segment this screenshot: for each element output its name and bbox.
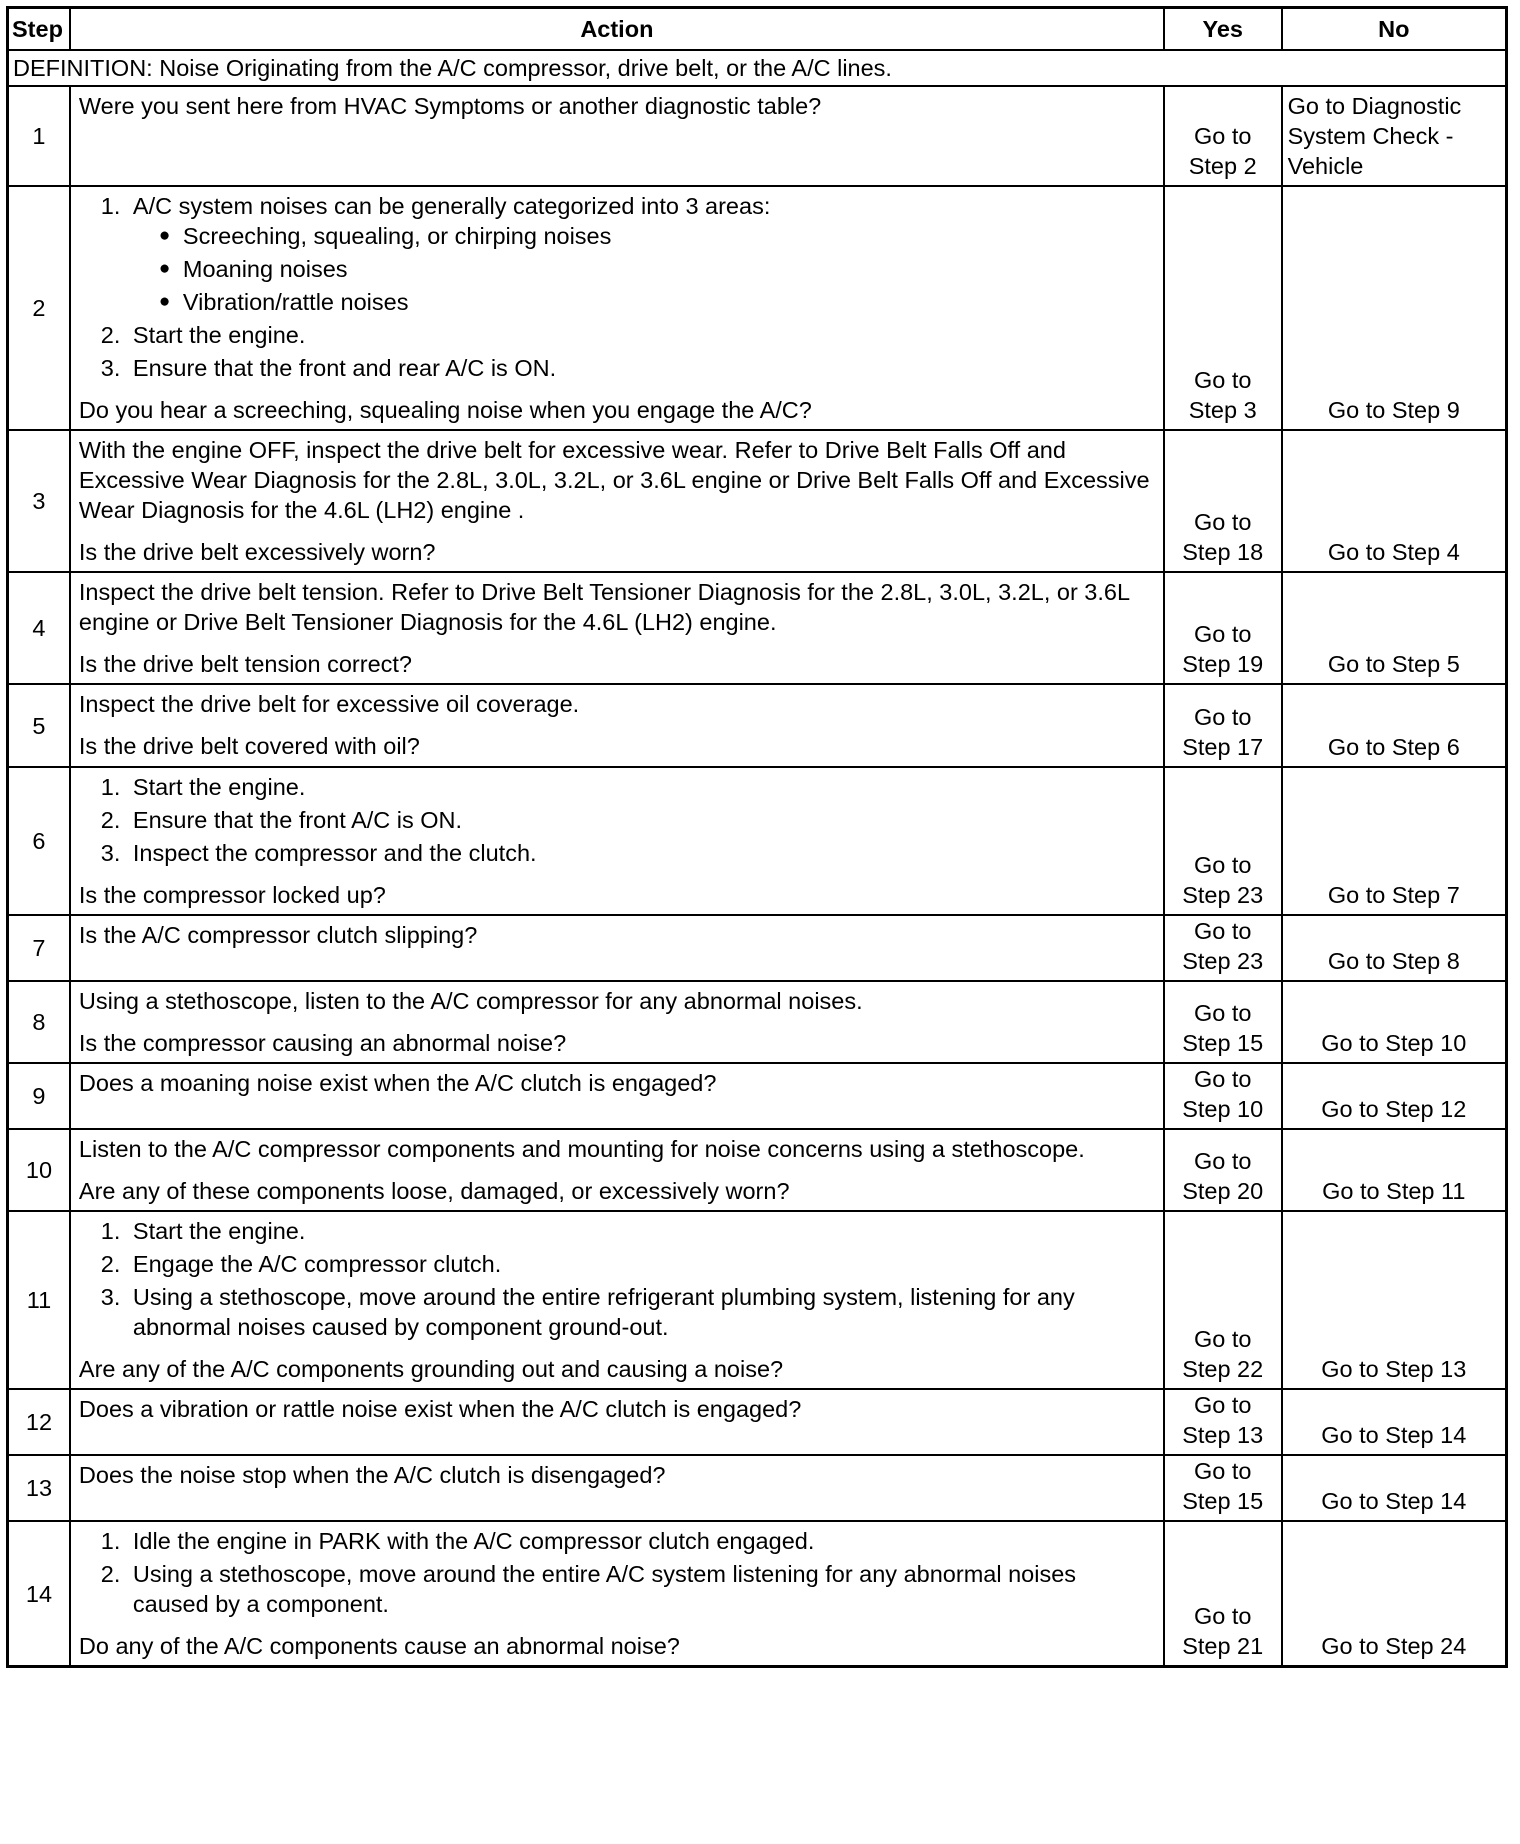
no-column-header: No (1282, 8, 1507, 51)
yes-cell (1164, 684, 1282, 767)
yes-line: Step 17 (1182, 734, 1264, 760)
action-text: Inspect the drive belt tension. Refer to Drive Belt Tensioner Diagnosis for the 2.8L, 3.0L, 3.2L, or 3.6L engine or Drive Belt Tensioner Diagnosis for the 4.6L (LH2) engine. (78, 579, 1130, 635)
yes-line: Go to (1193, 1458, 1252, 1484)
action-question: Is the compressor causing an abnormal noise? (78, 1030, 567, 1056)
yes-line: Step 20 (1182, 1178, 1264, 1204)
yes-cell (1164, 572, 1282, 684)
action-question: Are any of the A/C components grounding out and causing a noise? (78, 1356, 784, 1382)
yes-line: Go to (1193, 1392, 1252, 1418)
action-steps-list (79, 1526, 1155, 1619)
action-text: Were you sent here from HVAC Symptoms or another diagnostic table? (78, 93, 822, 119)
action-cell (70, 1063, 1164, 1129)
yes-line: Go to (1193, 1000, 1252, 1026)
action-question: Is the compressor locked up? (78, 882, 386, 908)
step-column-header: Step (8, 8, 70, 51)
table-row (8, 86, 1507, 186)
action-steps-list (79, 1216, 1155, 1342)
yes-cell (1164, 430, 1282, 572)
action-column-header: Action (70, 8, 1164, 51)
yes-line: Step 13 (1182, 1422, 1264, 1448)
yes-line: Go to (1193, 1603, 1252, 1629)
yes-cell (1164, 915, 1282, 981)
yes-line: Go to (1193, 123, 1252, 149)
yes-line: Step 23 (1182, 882, 1264, 908)
step-number: 12 (8, 1389, 70, 1455)
yes-line: Step 2 (1188, 153, 1257, 179)
no-cell: Go to Step 11 (1282, 1129, 1507, 1211)
action-cell (70, 86, 1164, 186)
yes-line: Step 23 (1182, 948, 1264, 974)
step-number: 1 (8, 86, 70, 186)
action-cell (70, 572, 1164, 684)
no-line: Go to Diagnostic (1287, 93, 1462, 119)
list-item: 1. Start the engine. (127, 1216, 1155, 1246)
action-question: Is the drive belt excessively worn? (78, 539, 436, 565)
bullet-item: ● Vibration/rattle noises (165, 287, 1155, 317)
action-text: Does a vibration or rattle noise exist when the A/C clutch is engaged? (78, 1396, 802, 1422)
yes-line: Go to (1193, 852, 1252, 878)
action-cell (70, 1211, 1164, 1389)
yes-line: Step 15 (1182, 1488, 1264, 1514)
yes-line: Step 15 (1182, 1030, 1264, 1056)
action-text: With the engine OFF, inspect the drive belt for excessive wear. Refer to Drive Belt Falls Off and Excessive Wear Diagnosis for the 2.8L, 3.0L, 3.2L, or 3.6L engine or Drive Belt Falls Off and Excessive Wear Diagnosis for the 4.6L (LH2) engine . (78, 437, 1150, 523)
action-text: Does a moaning noise exist when the A/C clutch is engaged? (78, 1070, 717, 1096)
step-number: 9 (8, 1063, 70, 1129)
action-cell (70, 186, 1164, 430)
yes-line: Go to (1193, 1148, 1252, 1174)
step-number: 10 (8, 1129, 70, 1211)
action-text: Listen to the A/C compressor components and mounting for noise concerns using a stethoscope. (78, 1136, 1085, 1162)
yes-line: Go to (1193, 1066, 1252, 1092)
no-cell: Go to Step 6 (1282, 684, 1507, 767)
step-number: 13 (8, 1455, 70, 1521)
list-item: 2. Engage the A/C compressor clutch. (127, 1249, 1155, 1279)
no-cell: Go to Step 8 (1282, 915, 1507, 981)
yes-cell (1164, 1129, 1282, 1211)
action-steps-list (79, 191, 1155, 383)
no-cell (1282, 86, 1507, 186)
yes-line: Step 21 (1182, 1633, 1264, 1659)
action-question: Is the drive belt covered with oil? (78, 733, 420, 759)
list-item: 3. Using a stethoscope, move around the entire refrigerant plumbing system, listening for any abnormal noises caused by component ground-out. (127, 1282, 1155, 1342)
yes-line: Go to (1193, 621, 1252, 647)
no-cell: Go to Step 5 (1282, 572, 1507, 684)
no-cell: Go to Step 14 (1282, 1389, 1507, 1455)
diagnostic-table-container (6, 6, 1508, 1668)
no-cell: Go to Step 7 (1282, 767, 1507, 915)
list-item: 1. Idle the engine in PARK with the A/C compressor clutch engaged. (127, 1526, 1155, 1556)
table-row (8, 1455, 1507, 1521)
yes-line: Step 18 (1182, 539, 1264, 565)
no-cell: Go to Step 12 (1282, 1063, 1507, 1129)
bullet-item: ● Screeching, squealing, or chirping noises (165, 221, 1155, 251)
no-cell: Go to Step 10 (1282, 981, 1507, 1063)
list-item: 3. Ensure that the front and rear A/C is ON. (127, 353, 1155, 383)
table-row (8, 1521, 1507, 1667)
yes-cell (1164, 767, 1282, 915)
table-row (8, 572, 1507, 684)
no-cell: Go to Step 13 (1282, 1211, 1507, 1389)
list-item-text: A/C system noises can be generally categorized into 3 areas: (132, 193, 771, 219)
yes-column-header: Yes (1164, 8, 1282, 51)
yes-cell (1164, 1211, 1282, 1389)
action-cell (70, 767, 1164, 915)
yes-cell (1164, 1455, 1282, 1521)
no-cell: Go to Step 9 (1282, 186, 1507, 430)
yes-cell (1164, 86, 1282, 186)
table-row (8, 1129, 1507, 1211)
no-cell: Go to Step 24 (1282, 1521, 1507, 1667)
diagnostic-table (6, 6, 1508, 1668)
action-text: Is the A/C compressor clutch slipping? (78, 922, 478, 948)
table-row (8, 915, 1507, 981)
action-cell (70, 1455, 1164, 1521)
yes-line: Go to (1193, 1326, 1252, 1352)
step-number: 5 (8, 684, 70, 767)
action-cell (70, 1521, 1164, 1667)
yes-line: Step 10 (1182, 1096, 1264, 1122)
yes-line: Step 19 (1182, 651, 1264, 677)
action-text: Inspect the drive belt for excessive oil coverage. (78, 691, 580, 717)
yes-line: Step 22 (1182, 1356, 1264, 1382)
list-item (127, 191, 1155, 317)
yes-cell (1164, 1063, 1282, 1129)
list-item: 2. Ensure that the front A/C is ON. (127, 805, 1155, 835)
yes-line: Go to (1193, 509, 1252, 535)
table-row (8, 767, 1507, 915)
no-cell: Go to Step 4 (1282, 430, 1507, 572)
step-number: 14 (8, 1521, 70, 1667)
list-item: 1. Start the engine. (127, 772, 1155, 802)
yes-line: Go to (1193, 918, 1252, 944)
step-number: 7 (8, 915, 70, 981)
step-number: 4 (8, 572, 70, 684)
table-row (8, 1063, 1507, 1129)
table-row (8, 1211, 1507, 1389)
bullet-item: ● Moaning noises (165, 254, 1155, 284)
action-cell (70, 684, 1164, 767)
step-number: 6 (8, 767, 70, 915)
action-steps-list (79, 772, 1155, 868)
table-row (8, 186, 1507, 430)
action-cell (70, 430, 1164, 572)
yes-cell (1164, 1389, 1282, 1455)
action-question: Do any of the A/C components cause an abnormal noise? (78, 1633, 680, 1659)
list-item: 2. Start the engine. (127, 320, 1155, 350)
step-number: 8 (8, 981, 70, 1063)
yes-line: Go to (1193, 367, 1252, 393)
definition-text: DEFINITION: Noise Originating from the A/C compressor, drive belt, or the A/C lines. (8, 50, 1507, 86)
yes-line: Go to (1193, 704, 1252, 730)
no-line: Vehicle (1287, 153, 1364, 179)
bullet-list (133, 221, 1155, 317)
yes-cell (1164, 981, 1282, 1063)
action-cell (70, 1389, 1164, 1455)
table-row (8, 684, 1507, 767)
table-row (8, 430, 1507, 572)
yes-cell (1164, 1521, 1282, 1667)
step-number: 3 (8, 430, 70, 572)
action-text: Using a stethoscope, listen to the A/C compressor for any abnormal noises. (78, 988, 863, 1014)
list-item: 2. Using a stethoscope, move around the entire A/C system listening for any abnormal noises caused by a component. (127, 1559, 1155, 1619)
definition-row (8, 50, 1507, 86)
action-cell (70, 1129, 1164, 1211)
step-number: 11 (8, 1211, 70, 1389)
action-question: Is the drive belt tension correct? (78, 651, 412, 677)
yes-cell (1164, 186, 1282, 430)
table-row (8, 1389, 1507, 1455)
no-line: System Check - (1287, 123, 1454, 149)
yes-line: Step 3 (1188, 397, 1257, 423)
action-text: Does the noise stop when the A/C clutch is disengaged? (78, 1462, 666, 1488)
list-item: 3. Inspect the compressor and the clutch. (127, 838, 1155, 868)
action-question: Are any of these components loose, damaged, or excessively worn? (78, 1178, 790, 1204)
header-row (8, 8, 1507, 51)
action-cell (70, 981, 1164, 1063)
table-row (8, 981, 1507, 1063)
action-question: Do you hear a screeching, squealing noise when you engage the A/C? (78, 397, 812, 423)
action-cell (70, 915, 1164, 981)
step-number: 2 (8, 186, 70, 430)
no-cell: Go to Step 14 (1282, 1455, 1507, 1521)
